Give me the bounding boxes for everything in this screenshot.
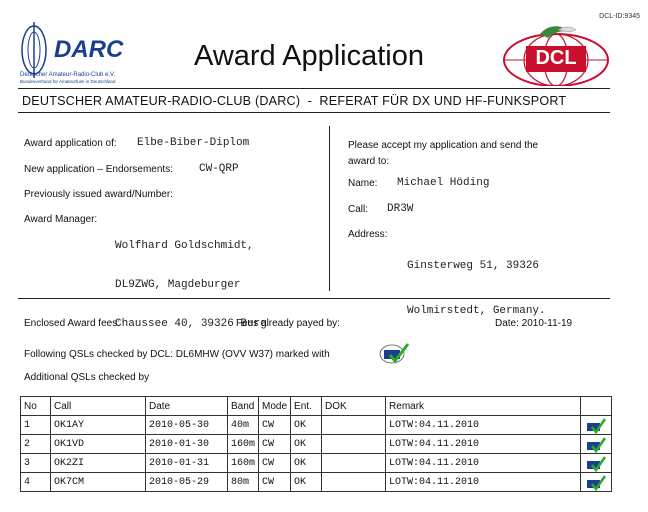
cell-remark: LOTW:04.11.2010 (386, 473, 581, 492)
cell-band: 40m (228, 416, 259, 435)
cell-dok (322, 454, 386, 473)
award-label: Award application of: (24, 138, 117, 149)
dcl-logo-text: DCL (535, 47, 577, 69)
cell-no: 2 (21, 435, 51, 454)
table-row (21, 454, 612, 473)
name-value: Michael Höding (397, 177, 490, 189)
cell-ent: OK (291, 416, 322, 435)
cell-call: OK2ZI (51, 454, 146, 473)
enclosed-fees-label: Enclosed Award fees: (24, 318, 120, 329)
cell-dok (322, 435, 386, 454)
cell-ent: OK (291, 435, 322, 454)
cell-no: 1 (21, 416, 51, 435)
col-mode: Mode (259, 397, 291, 416)
recipient-intro-line: Please accept my application and send the (348, 140, 539, 151)
dcl-logo (500, 20, 612, 86)
cell-check (581, 454, 612, 473)
cell-remark: LOTW:04.11.2010 (386, 435, 581, 454)
checkmark-icon (584, 474, 606, 491)
date-label: Date: 2010-11-19 (495, 318, 573, 329)
darc-logo (18, 18, 138, 88)
previous-award-label: Previously issued award/Number: (24, 189, 173, 200)
qsl-table (20, 396, 612, 492)
cell-date: 2010-05-30 (146, 416, 228, 435)
cell-mode: CW (259, 473, 291, 492)
call-value: DR3W (387, 203, 414, 215)
checked-by-text: Following QSLs checked by DCL: DL6MHW (OVV W37) marked with (24, 349, 330, 360)
new-application-value: CW-QRP (199, 163, 239, 175)
cell-remark: LOTW:04.11.2010 (386, 454, 581, 473)
address-line: Ginsterweg 51, 39326 (407, 260, 540, 272)
award-manager-label: Award Manager: (24, 214, 98, 225)
cell-check (581, 473, 612, 492)
darc-logo-caption: Deutscher Amateur-Radio-Club e.V. (20, 72, 116, 78)
column-divider (329, 126, 330, 291)
cell-no: 4 (21, 473, 51, 492)
darc-logo-text: DARC (54, 36, 124, 63)
cell-date: 2010-01-30 (146, 435, 228, 454)
cell-mode: CW (259, 435, 291, 454)
page-title: Award Application (194, 40, 425, 72)
cell-band: 80m (228, 473, 259, 492)
checkmark-icon (584, 417, 606, 434)
col-check (581, 397, 612, 416)
section-rule (18, 298, 610, 299)
cell-call: OK7CM (51, 473, 146, 492)
cell-ent: OK (291, 473, 322, 492)
cell-mode: CW (259, 416, 291, 435)
cell-dok (322, 416, 386, 435)
table-row (21, 473, 612, 492)
fees-payed-label: Fees already payed by: (236, 318, 340, 329)
recipient-intro (348, 138, 538, 170)
call-label: Call: (348, 204, 369, 215)
checkmark-icon (584, 436, 606, 453)
cell-remark: LOTW:04.11.2010 (386, 416, 581, 435)
cell-call: OK1AY (51, 416, 146, 435)
cell-ent: OK (291, 454, 322, 473)
award-manager-line: DL9ZWG, Magdeburger (115, 279, 241, 291)
cell-band: 160m (228, 435, 259, 454)
dcl-check-icon (378, 341, 410, 370)
col-no: No (21, 397, 51, 416)
cell-band: 160m (228, 454, 259, 473)
dcl-id: DCL-ID:9345 (599, 13, 640, 20)
address-line: Wolmirstedt, Germany. (407, 305, 546, 317)
checkmark-icon (584, 455, 606, 472)
table-row (21, 416, 612, 435)
cell-date: 2010-01-31 (146, 454, 228, 473)
col-call: Call (51, 397, 146, 416)
name-label: Name: (348, 178, 378, 189)
new-application-label: New application – Endorsements: (24, 164, 173, 175)
award-manager-line: Wolfhard Goldschmidt, (115, 240, 254, 252)
cell-check (581, 435, 612, 454)
table-header-row (21, 397, 612, 416)
header-rule-bottom (18, 112, 610, 113)
cell-mode: CW (259, 454, 291, 473)
col-ent: Ent. (291, 397, 322, 416)
cell-check (581, 416, 612, 435)
col-remark: Remark (386, 397, 581, 416)
header-rule-top (18, 88, 610, 89)
award-manager-line: Chaussee 40, 39326 Burg (115, 318, 267, 330)
cell-dok (322, 473, 386, 492)
additional-qsls-text: Additional QSLs checked by (24, 372, 150, 383)
col-dok: DOK (322, 397, 386, 416)
award-value: Elbe-Biber-Diplom (137, 137, 250, 149)
col-band: Band (228, 397, 259, 416)
cell-call: OK1VD (51, 435, 146, 454)
subtitle: DEUTSCHER AMATEUR-RADIO-CLUB (DARC) - REFERAT FÜR DX UND HF-FUNKSPORT (22, 94, 567, 108)
cell-date: 2010-05-29 (146, 473, 228, 492)
table-row (21, 435, 612, 454)
recipient-intro-line: award to: (348, 156, 390, 167)
address-label: Address: (348, 229, 388, 240)
cell-no: 3 (21, 454, 51, 473)
darc-logo-caption-sub: Bundesverband für Amateurfunk in Deutschland (20, 79, 116, 84)
col-date: Date (146, 397, 228, 416)
